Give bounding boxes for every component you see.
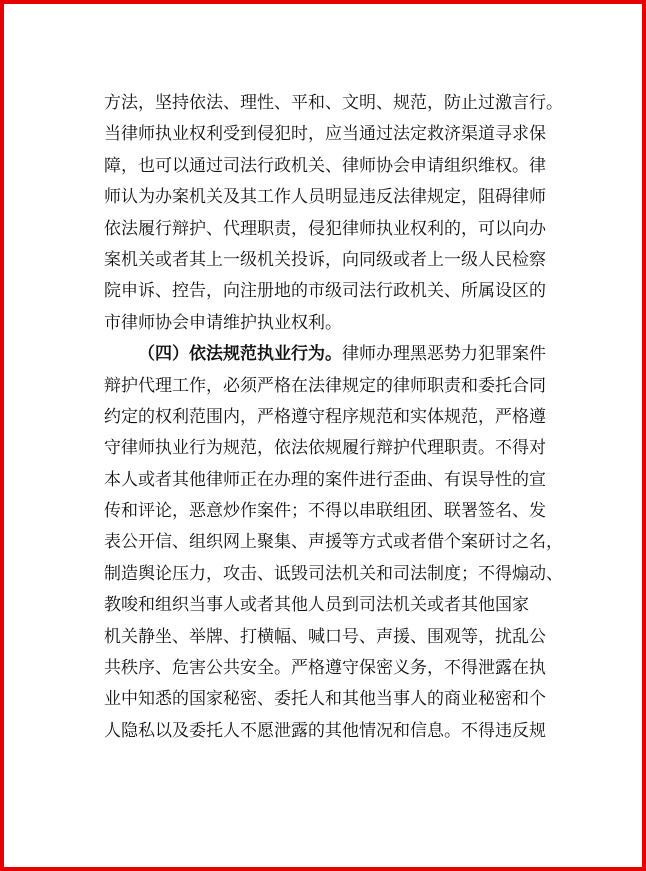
text-line: 表公开信、组织网上聚集、声援等方式或者借个案研讨之名， (104, 532, 563, 553)
text-run: 律师办理黑恶势力犯罪案件 (342, 344, 546, 365)
paragraph-first-line (104, 339, 549, 370)
text-line: 教唆和组织当事人或者其他人员到司法机关或者其他国家 (104, 595, 529, 616)
text-line: 师认为办案机关及其工作人员明显违反法律规定，阻碍律师 (104, 187, 546, 208)
text-line: 共秩序、危害公共安全。严格遵守保密义务，不得泄露在执 (104, 658, 546, 679)
text-line: 业中知悉的国家秘密、委托人和其他当事人的商业秘密和个 (104, 689, 546, 710)
text-line: 当律师执业权利受到侵犯时，应当通过法定救济渠道寻求保 (104, 124, 546, 145)
text-line: 依法履行辩护、代理职责，侵犯律师执业权利的，可以向办 (104, 218, 546, 239)
text-line: 障，也可以通过司法行政机关、律师协会申请组织维权。律 (104, 155, 546, 176)
text-line: 辩护代理工作，必须严格在法律规定的律师职责和委托合同 (104, 375, 546, 396)
text-line: 人隐私以及委托人不愿泄露的其他情况和信息。不得违反规 (104, 720, 546, 741)
text-line: 市律师协会申请维护执业权利。 (104, 312, 342, 333)
text-line: 本人或者其他律师正在办理的案件进行歪曲、有误导性的宣 (104, 469, 546, 490)
document-body (104, 88, 563, 747)
text-line: 守律师执业行为规范，依法依规履行辩护代理职责。不得对 (104, 438, 546, 459)
text-line: 约定的权利范围内，严格遵守程序规范和实体规范，严格遵 (104, 406, 546, 427)
text-line: 制造舆论压力，攻击、诋毁司法机关和司法制度；不得煽动、 (104, 563, 563, 584)
text-line: 传和评论，恶意炒作案件；不得以串联组团、联署签名、发 (104, 501, 546, 522)
text-line: 机关静坐、举牌、打横幅、喊口号、声援、围观等，扰乱公 (104, 626, 546, 647)
text-line: 院申诉、控告，向注册地的市级司法行政机关、所属设区的 (104, 281, 546, 302)
paragraph-rights (104, 88, 563, 339)
text-line: 方法，坚持依法、理性、平和、文明、规范，防止过激言行。 (104, 93, 563, 113)
section-heading: （四）依法规范执业行为。 (138, 344, 342, 365)
paragraph-conduct (104, 339, 563, 747)
text-line: 案机关或者其上一级机关投诉，向同级或者上一级人民检察 (104, 249, 546, 270)
